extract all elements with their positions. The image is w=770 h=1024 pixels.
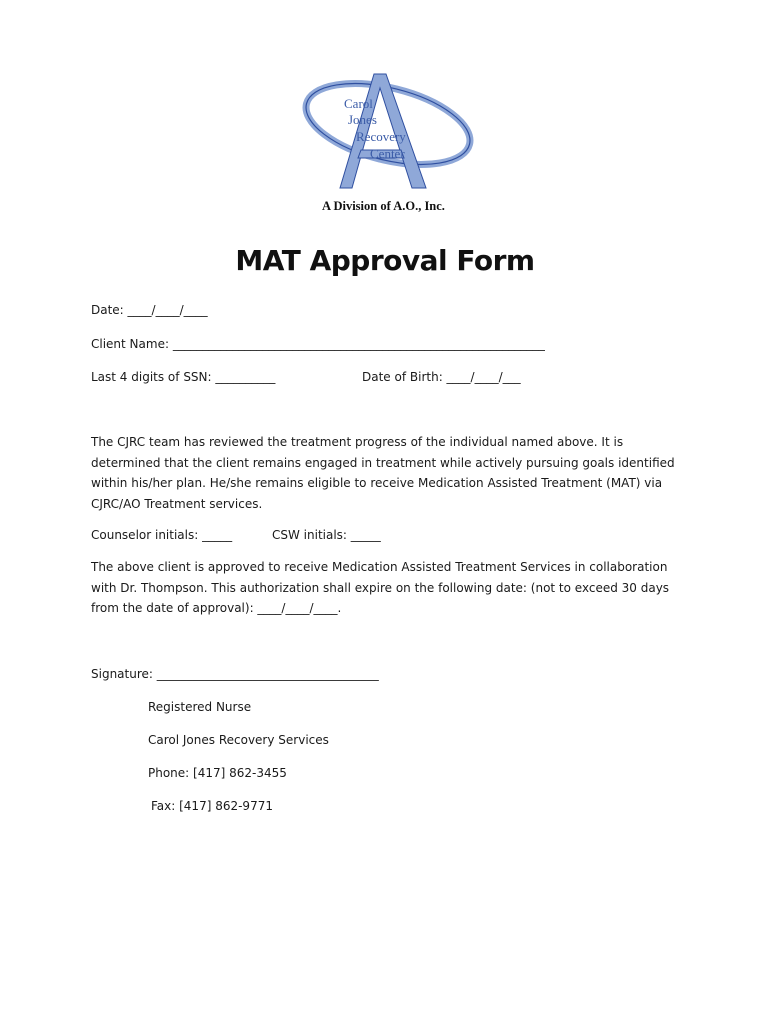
signer-role: Registered Nurse	[148, 700, 252, 714]
logo-line-4: Center	[370, 146, 405, 161]
counselor-initials-field[interactable]: Counselor initials: _____	[91, 528, 233, 542]
dob-field[interactable]: Date of Birth: ____/____/___	[362, 370, 521, 384]
logo-line-3: Recovery	[356, 129, 406, 144]
logo-graphic	[300, 66, 480, 218]
company-logo	[300, 66, 480, 218]
organization-name: Carol Jones Recovery Services	[148, 733, 329, 747]
page-title: MAT Approval Form	[235, 244, 535, 277]
ssn-field[interactable]: Last 4 digits of SSN: __________	[91, 370, 276, 384]
client-name-field[interactable]: Client Name: ______________________________________________________________	[91, 337, 545, 351]
logo-line-1: Carol	[344, 96, 373, 111]
phone-number: Phone: [417] 862-3455	[148, 766, 287, 780]
signature-field[interactable]: Signature: _____________________________________	[91, 667, 379, 681]
logo-division: A Division of A.O., Inc.	[322, 199, 445, 213]
logo-line-2: Jones	[348, 112, 377, 127]
date-field[interactable]: Date: ____/____/____	[91, 303, 208, 317]
review-paragraph: The CJRC team has reviewed the treatment progress of the individual named above. It is determined that the client remains engaged in treatment while actively pursuing goals identified within his/her plan. He/she remains eligible to receive Medication Assisted Treatment (MAT) via CJRC/AO Treatment services.	[91, 435, 675, 511]
csw-initials-field[interactable]: CSW initials: _____	[272, 528, 381, 542]
fax-number: Fax: [417] 862-9771	[151, 799, 273, 813]
approval-paragraph: The above client is approved to receive Medication Assisted Treatment Services in collaboration with Dr. Thompson. This authorization shall expire on the following date: (not to exceed 30 days from the date of approval): ____/____/____.	[91, 560, 670, 615]
